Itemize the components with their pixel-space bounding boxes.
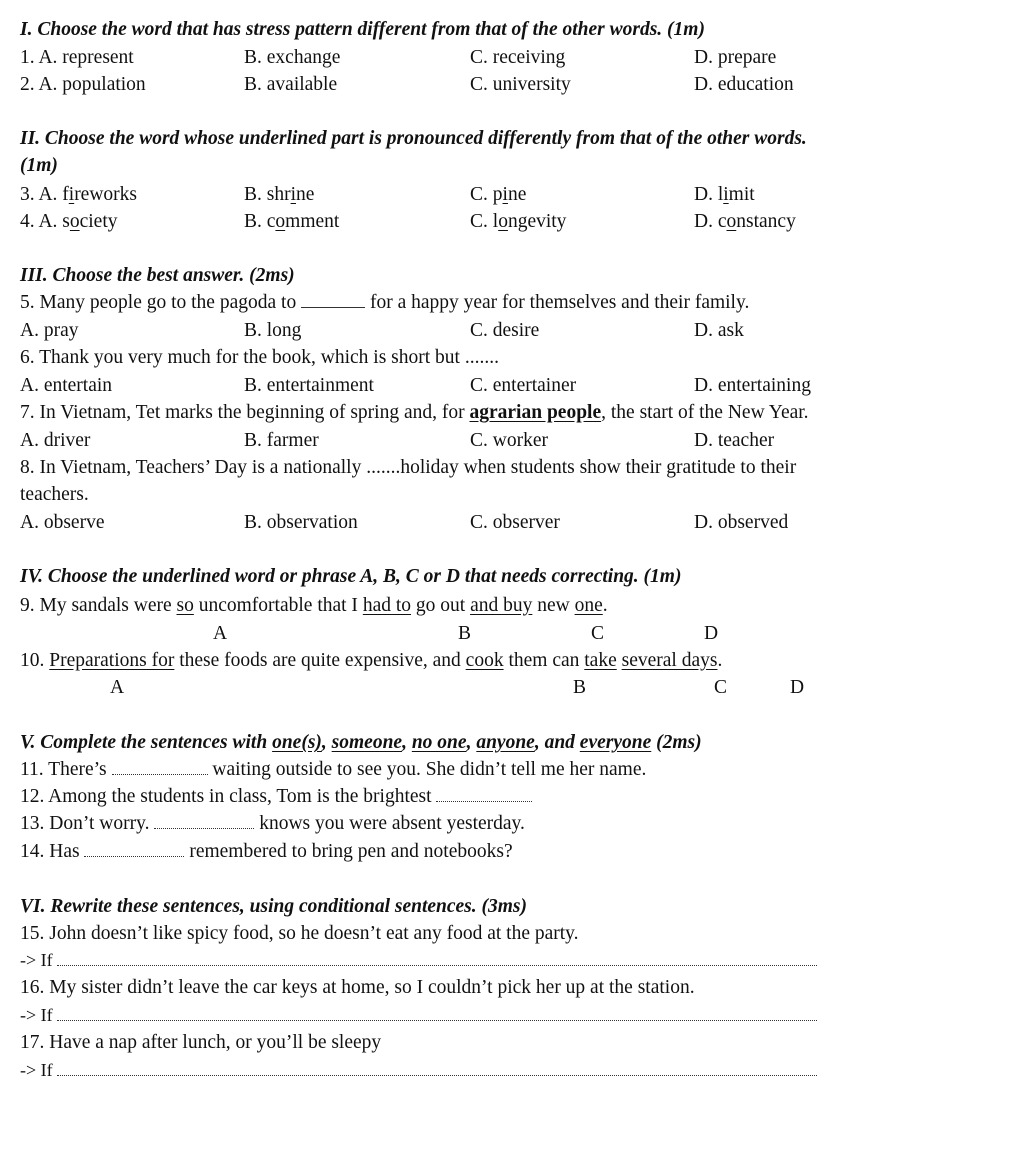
option-c: C. longevity bbox=[470, 211, 567, 232]
word-everyone: everyone bbox=[579, 732, 652, 753]
underlined-d: several days bbox=[621, 650, 718, 671]
underlined-letter: i bbox=[502, 184, 508, 205]
question-15: 15. John doesn’t like spicy food, so he doesn’t eat any food at the party. bbox=[20, 923, 579, 944]
underlined-c: take bbox=[584, 650, 617, 671]
q5-option-c: C. desire bbox=[470, 320, 540, 341]
underlined-c: and buy bbox=[470, 595, 533, 616]
q8-option-c: C. observer bbox=[470, 512, 560, 533]
q8-option-b: B. observation bbox=[244, 512, 358, 533]
section-3-title: III. Choose the best answer. (2ms) bbox=[20, 265, 295, 286]
option-d: D. limit bbox=[694, 184, 755, 205]
question-14: 14. Has remembered to bring pen and notebooks? bbox=[20, 841, 513, 862]
question-16: 16. My sister didn’t leave the car keys at home, so I couldn’t pick her up at the station. bbox=[20, 977, 695, 998]
option-a: 4. A. society bbox=[20, 211, 118, 232]
option-d: D. prepare bbox=[694, 47, 777, 68]
option-c: C. university bbox=[470, 74, 571, 95]
answer-blank bbox=[436, 801, 532, 802]
underlined-b: had to bbox=[362, 595, 412, 616]
option-c: C. pine bbox=[470, 184, 527, 205]
option-b: B. available bbox=[244, 74, 338, 95]
question-number: 2. bbox=[20, 74, 35, 95]
underlined-letter: o bbox=[69, 211, 80, 232]
answer-blank bbox=[84, 856, 184, 857]
question-8-stem-line2: teachers. bbox=[20, 484, 89, 505]
answer-line-15: -> If bbox=[20, 951, 817, 969]
question-17: 17. Have a nap after lunch, or you’ll be sleepy bbox=[20, 1032, 382, 1053]
question-12: 12. Among the students in class, Tom is the brightest bbox=[20, 787, 532, 807]
answer-blank bbox=[57, 1020, 817, 1021]
q5-option-a: A. pray bbox=[20, 320, 79, 341]
question-8-stem-line1: 8. In Vietnam, Teachers’ Day is a nationally .......holiday when students show their gratitude to their bbox=[20, 457, 797, 478]
question-5-stem: 5. Many people go to the pagoda to for a happy year for themselves and their family. bbox=[20, 292, 750, 313]
option-a: A. represent bbox=[38, 47, 134, 68]
question-number: 1. bbox=[20, 47, 35, 68]
underlined-a: Preparations for bbox=[49, 650, 175, 671]
word-someone: someone bbox=[331, 732, 403, 753]
answer-line-16: -> If bbox=[20, 1006, 817, 1024]
section-2-title-line1: II. Choose the word whose underlined part is pronounced differently from that of the other words. bbox=[20, 128, 807, 149]
underlined-b: cook bbox=[465, 650, 504, 671]
q10-label-a: A bbox=[110, 677, 125, 698]
q7-option-c: C. worker bbox=[470, 430, 548, 451]
section-1-title: I. Choose the word that has stress pattern different from that of the other words. (1m) bbox=[20, 19, 705, 40]
q5-option-b: B. long bbox=[244, 320, 302, 341]
option-a: A. population bbox=[38, 74, 146, 95]
q9-label-b: B bbox=[458, 623, 472, 644]
answer-blank bbox=[154, 828, 254, 829]
question-6-stem: 6. Thank you very much for the book, which is short but ....... bbox=[20, 347, 499, 368]
q7-option-a: A. driver bbox=[20, 430, 91, 451]
underlined-a: so bbox=[176, 595, 194, 616]
section-6-title: VI. Rewrite these sentences, using conditional sentences. (3ms) bbox=[20, 896, 528, 917]
underlined-letter: i bbox=[68, 184, 75, 205]
q7-option-b: B. farmer bbox=[244, 430, 319, 451]
underlined-letter: o bbox=[726, 211, 737, 232]
answer-blank bbox=[57, 1075, 817, 1076]
q6-option-c: C. entertainer bbox=[470, 375, 577, 396]
underlined-letter: o bbox=[498, 211, 508, 232]
q7-option-d: D. teacher bbox=[694, 430, 775, 451]
option-c: C. receiving bbox=[470, 47, 566, 68]
underlined-d: one bbox=[574, 595, 603, 616]
option-b: B. shrine bbox=[244, 184, 315, 205]
option-b: B. comment bbox=[244, 211, 340, 232]
option-b: B. exchange bbox=[244, 47, 341, 68]
word-no-one: no one bbox=[411, 732, 467, 753]
q10-label-b: B bbox=[573, 677, 587, 698]
question-9-stem: 9. My sandals were so uncomfortable that I had to go out and buy new one. bbox=[20, 595, 608, 616]
option-d: D. constancy bbox=[694, 211, 796, 232]
question-11: 11. There’s waiting outside to see you. She didn’t tell me her name. bbox=[20, 759, 647, 780]
underlined-letter: i bbox=[723, 184, 729, 205]
question-7-stem: 7. In Vietnam, Tet marks the beginning of spring and, for agrarian people, the start of the New Year. bbox=[20, 402, 809, 423]
q9-label-c: C bbox=[591, 623, 605, 644]
question-13: 13. Don’t worry. knows you were absent yesterday. bbox=[20, 813, 525, 834]
q10-label-c: C bbox=[714, 677, 728, 698]
word-ones: one(s) bbox=[272, 732, 322, 753]
answer-line-17: -> If bbox=[20, 1061, 817, 1079]
q9-label-d: D bbox=[704, 623, 719, 644]
section-5-title: V. Complete the sentences with one(s), someone, no one, anyone, and everyone (2ms) bbox=[20, 732, 702, 753]
q10-label-d: D bbox=[790, 677, 805, 698]
section-2-title-line2: (1m) bbox=[20, 155, 58, 176]
option-d: D. education bbox=[694, 74, 794, 95]
option-a: 3. A. fireworks bbox=[20, 184, 138, 205]
q6-option-d: D. entertaining bbox=[694, 375, 811, 396]
underlined-letter: i bbox=[290, 184, 297, 205]
word-anyone: anyone bbox=[476, 732, 535, 753]
q8-option-a: A. observe bbox=[20, 512, 105, 533]
q6-option-b: B. entertainment bbox=[244, 375, 374, 396]
question-10-stem: 10. Preparations for these foods are quite expensive, and cook them can take several days. bbox=[20, 650, 723, 671]
q8-option-d: D. observed bbox=[694, 512, 789, 533]
answer-blank bbox=[301, 307, 365, 308]
underlined-letter: o bbox=[275, 211, 286, 232]
section-4-title: IV. Choose the underlined word or phrase A, B, C or D that needs correcting. (1m) bbox=[20, 566, 682, 587]
answer-blank bbox=[112, 774, 208, 775]
answer-blank bbox=[57, 965, 817, 966]
q5-option-d: D. ask bbox=[694, 320, 744, 341]
q9-label-a: A bbox=[213, 623, 228, 644]
highlighted-phrase: agrarian people bbox=[469, 402, 602, 423]
q6-option-a: A. entertain bbox=[20, 375, 113, 396]
